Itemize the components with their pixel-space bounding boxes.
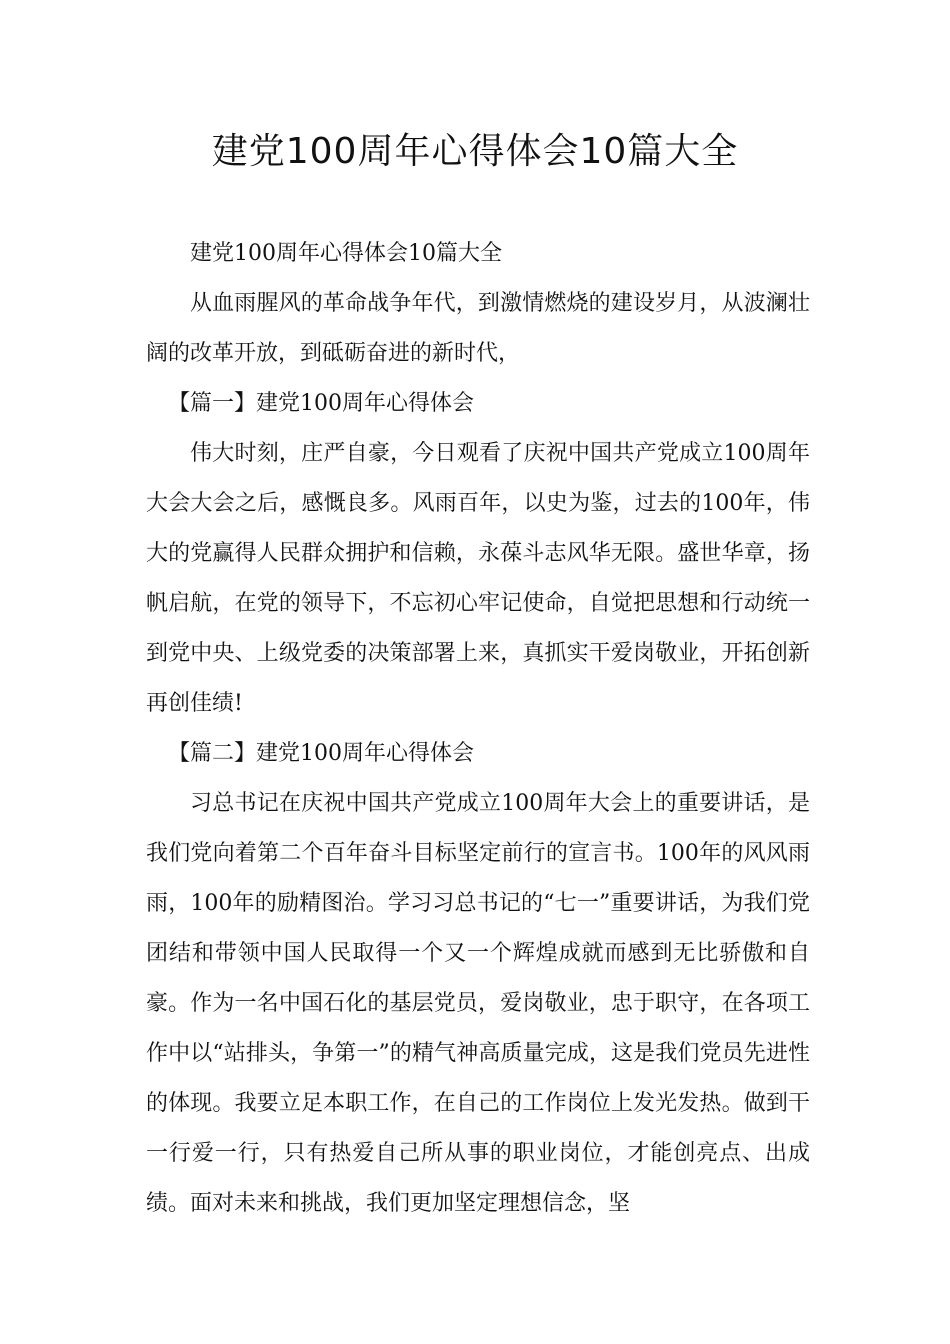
document-title: 建党100周年心得体会10篇大全 <box>211 131 739 172</box>
section-heading-1: 【篇一】建党100周年心得体会 <box>168 391 474 416</box>
section-heading-2: 【篇二】建党100周年心得体会 <box>168 741 474 766</box>
section-2-paragraph: 习总书记在庆祝中国共产党成立100周年大会上的重要讲话，是我们党向着第二个百年奋斗目标坚定前行的宣言书。100年的风风雨雨，100年的励精图治。学习习总书记的“七一”重要讲话，为我们党团结和带领中国人民取得一个又一个辉煌成就而感到无比骄傲和自豪。作为一名中国石化的基层党员，爱岗敬业，忠于职守，在各项工作中以“站排头，争第一”的精气神高质量完成，这是我们党员先进性的体现。我要立足本职工作，在自己的工作岗位上发光发热。做到干一行爱一行，只有热爱自己所从事的职业岗位，才能创亮点、出成绩。面对未来和挑战，我们更加坚定理想信念，坚 <box>146 791 810 1216</box>
intro-paragraph: 从血雨腥风的革命战争年代，到激情燃烧的建设岁月，从波澜壮阔的改革开放，到砥砺奋进的新时代， <box>146 291 810 366</box>
subtitle-paragraph: 建党100周年心得体会10篇大全 <box>190 241 502 266</box>
document-body <box>146 229 810 1229</box>
section-1-paragraph: 伟大时刻，庄严自豪，今日观看了庆祝中国共产党成立100周年大会大会之后，感慨良多。风雨百年，以史为鉴，过去的100年，伟大的党赢得人民群众拥护和信赖，永葆斗志风华无限。盛世华章，扬帆启航，在党的领导下，不忘初心牢记使命，自觉把思想和行动统一到党中央、上级党委的决策部署上来，真抓实干爱岗敬业，开拓创新再创佳绩! <box>146 441 810 716</box>
